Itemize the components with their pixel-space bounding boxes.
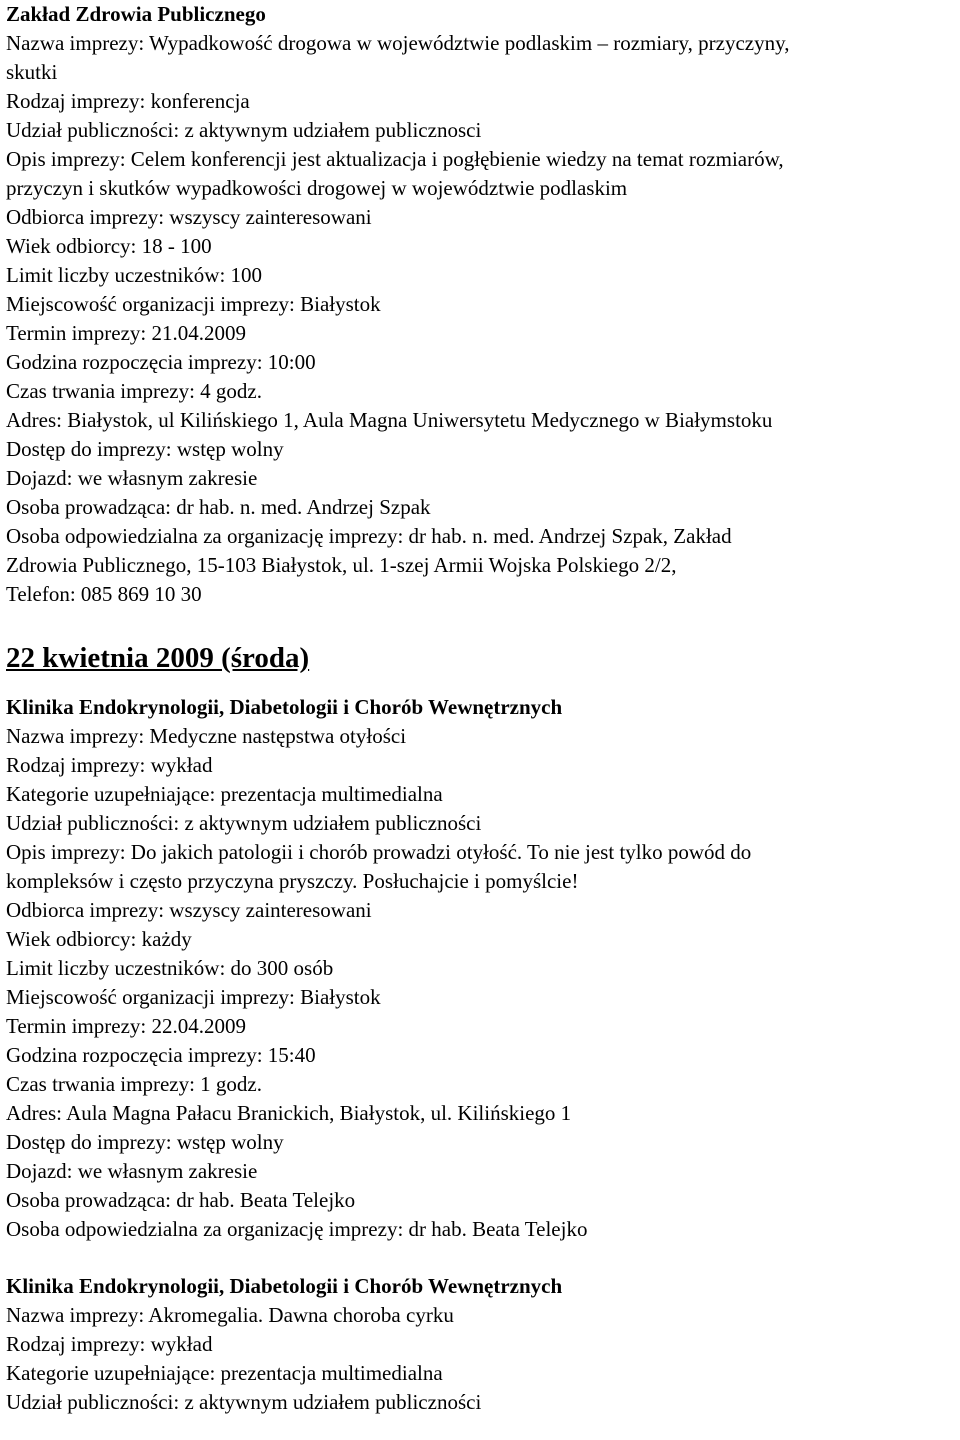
event-line: Rodzaj imprezy: wykład xyxy=(6,753,213,777)
event-line: Opis imprezy: Do jakich patologii i chorób prowadzi otyłość. To nie jest tylko powód do xyxy=(6,840,752,864)
event-line: Osoba odpowiedzialna za organizację imprezy: dr hab. n. med. Andrzej Szpak, Zakład xyxy=(6,524,732,548)
organizer-heading: Klinika Endokrynologii, Diabetologii i Chorób Wewnętrznych xyxy=(6,695,563,719)
event-line: Limit liczby uczestników: do 300 osób xyxy=(6,956,334,980)
event-line: Kategorie uzupełniające: prezentacja multimedialna xyxy=(6,782,443,806)
event-line: Wiek odbiorcy: każdy xyxy=(6,927,192,951)
event-line: Czas trwania imprezy: 1 godz. xyxy=(6,1072,262,1096)
event-line: Dostęp do imprezy: wstęp wolny xyxy=(6,1130,284,1154)
event-line: Nazwa imprezy: Akromegalia. Dawna choroba cyrku xyxy=(6,1303,454,1327)
event-line: Osoba prowadząca: dr hab. n. med. Andrzej Szpak xyxy=(6,495,431,519)
event-line: Odbiorca imprezy: wszyscy zainteresowani xyxy=(6,898,372,922)
event-line: Wiek odbiorcy: 18 - 100 xyxy=(6,234,212,258)
event-line: Zdrowia Publicznego, 15-103 Białystok, ul. 1-szej Armii Wojska Polskiego 2/2, xyxy=(6,553,677,577)
event-line: Godzina rozpoczęcia imprezy: 10:00 xyxy=(6,350,316,374)
event-line: Miejscowość organizacji imprezy: Białystok xyxy=(6,292,381,316)
event-line: Termin imprezy: 22.04.2009 xyxy=(6,1014,246,1038)
event-block-1 xyxy=(6,0,956,609)
event-line: Dostęp do imprezy: wstęp wolny xyxy=(6,437,284,461)
event-line: Termin imprezy: 21.04.2009 xyxy=(6,321,246,345)
event-line: Osoba prowadząca: dr hab. Beata Telejko xyxy=(6,1188,356,1212)
event-block-3 xyxy=(6,1272,956,1417)
event-line: Godzina rozpoczęcia imprezy: 15:40 xyxy=(6,1043,316,1067)
event-line: Czas trwania imprezy: 4 godz. xyxy=(6,379,262,403)
organizer-heading: Zakład Zdrowia Publicznego xyxy=(6,2,266,26)
event-line: Udział publiczności: z aktywnym udziałem publicznosci xyxy=(6,118,482,142)
event-line: Udział publiczności: z aktywnym udziałem publiczności xyxy=(6,811,482,835)
event-line: przyczyn i skutków wypadkowości drogowej w województwie podlaskim xyxy=(6,176,628,200)
event-line: Dojazd: we własnym zakresie xyxy=(6,1159,258,1183)
event-line: Udział publiczności: z aktywnym udziałem publiczności xyxy=(6,1390,482,1414)
event-line: Rodzaj imprezy: wykład xyxy=(6,1332,213,1356)
event-line: Kategorie uzupełniające: prezentacja multimedialna xyxy=(6,1361,443,1385)
event-line: kompleksów i często przyczyna pryszczy. Posłuchajcie i pomyślcie! xyxy=(6,869,579,893)
event-line: Adres: Białystok, ul Kilińskiego 1, Aula Magna Uniwersytetu Medycznego w Białymstoku xyxy=(6,408,773,432)
event-line: Odbiorca imprezy: wszyscy zainteresowani xyxy=(6,205,372,229)
event-line: Limit liczby uczestników: 100 xyxy=(6,263,263,287)
event-block-2 xyxy=(6,693,956,1244)
date-heading: 22 kwietnia 2009 (środa) xyxy=(6,642,310,674)
event-line: Nazwa imprezy: Wypadkowość drogowa w województwie podlaskim – rozmiary, przyczyny, xyxy=(6,31,790,55)
event-line: Opis imprezy: Celem konferencji jest aktualizacja i pogłębienie wiedzy na temat rozmiarów, xyxy=(6,147,784,171)
event-line: Telefon: 085 869 10 30 xyxy=(6,582,202,606)
organizer-heading: Klinika Endokrynologii, Diabetologii i Chorób Wewnętrznych xyxy=(6,1274,563,1298)
event-line: Dojazd: we własnym zakresie xyxy=(6,466,258,490)
event-line: skutki xyxy=(6,60,58,84)
event-line: Adres: Aula Magna Pałacu Branickich, Białystok, ul. Kilińskiego 1 xyxy=(6,1101,572,1125)
event-line: Osoba odpowiedzialna za organizację imprezy: dr hab. Beata Telejko xyxy=(6,1217,588,1241)
event-line: Miejscowość organizacji imprezy: Białystok xyxy=(6,985,381,1009)
event-line: Nazwa imprezy: Medyczne następstwa otyłości xyxy=(6,724,407,748)
event-line: Rodzaj imprezy: konferencja xyxy=(6,89,250,113)
